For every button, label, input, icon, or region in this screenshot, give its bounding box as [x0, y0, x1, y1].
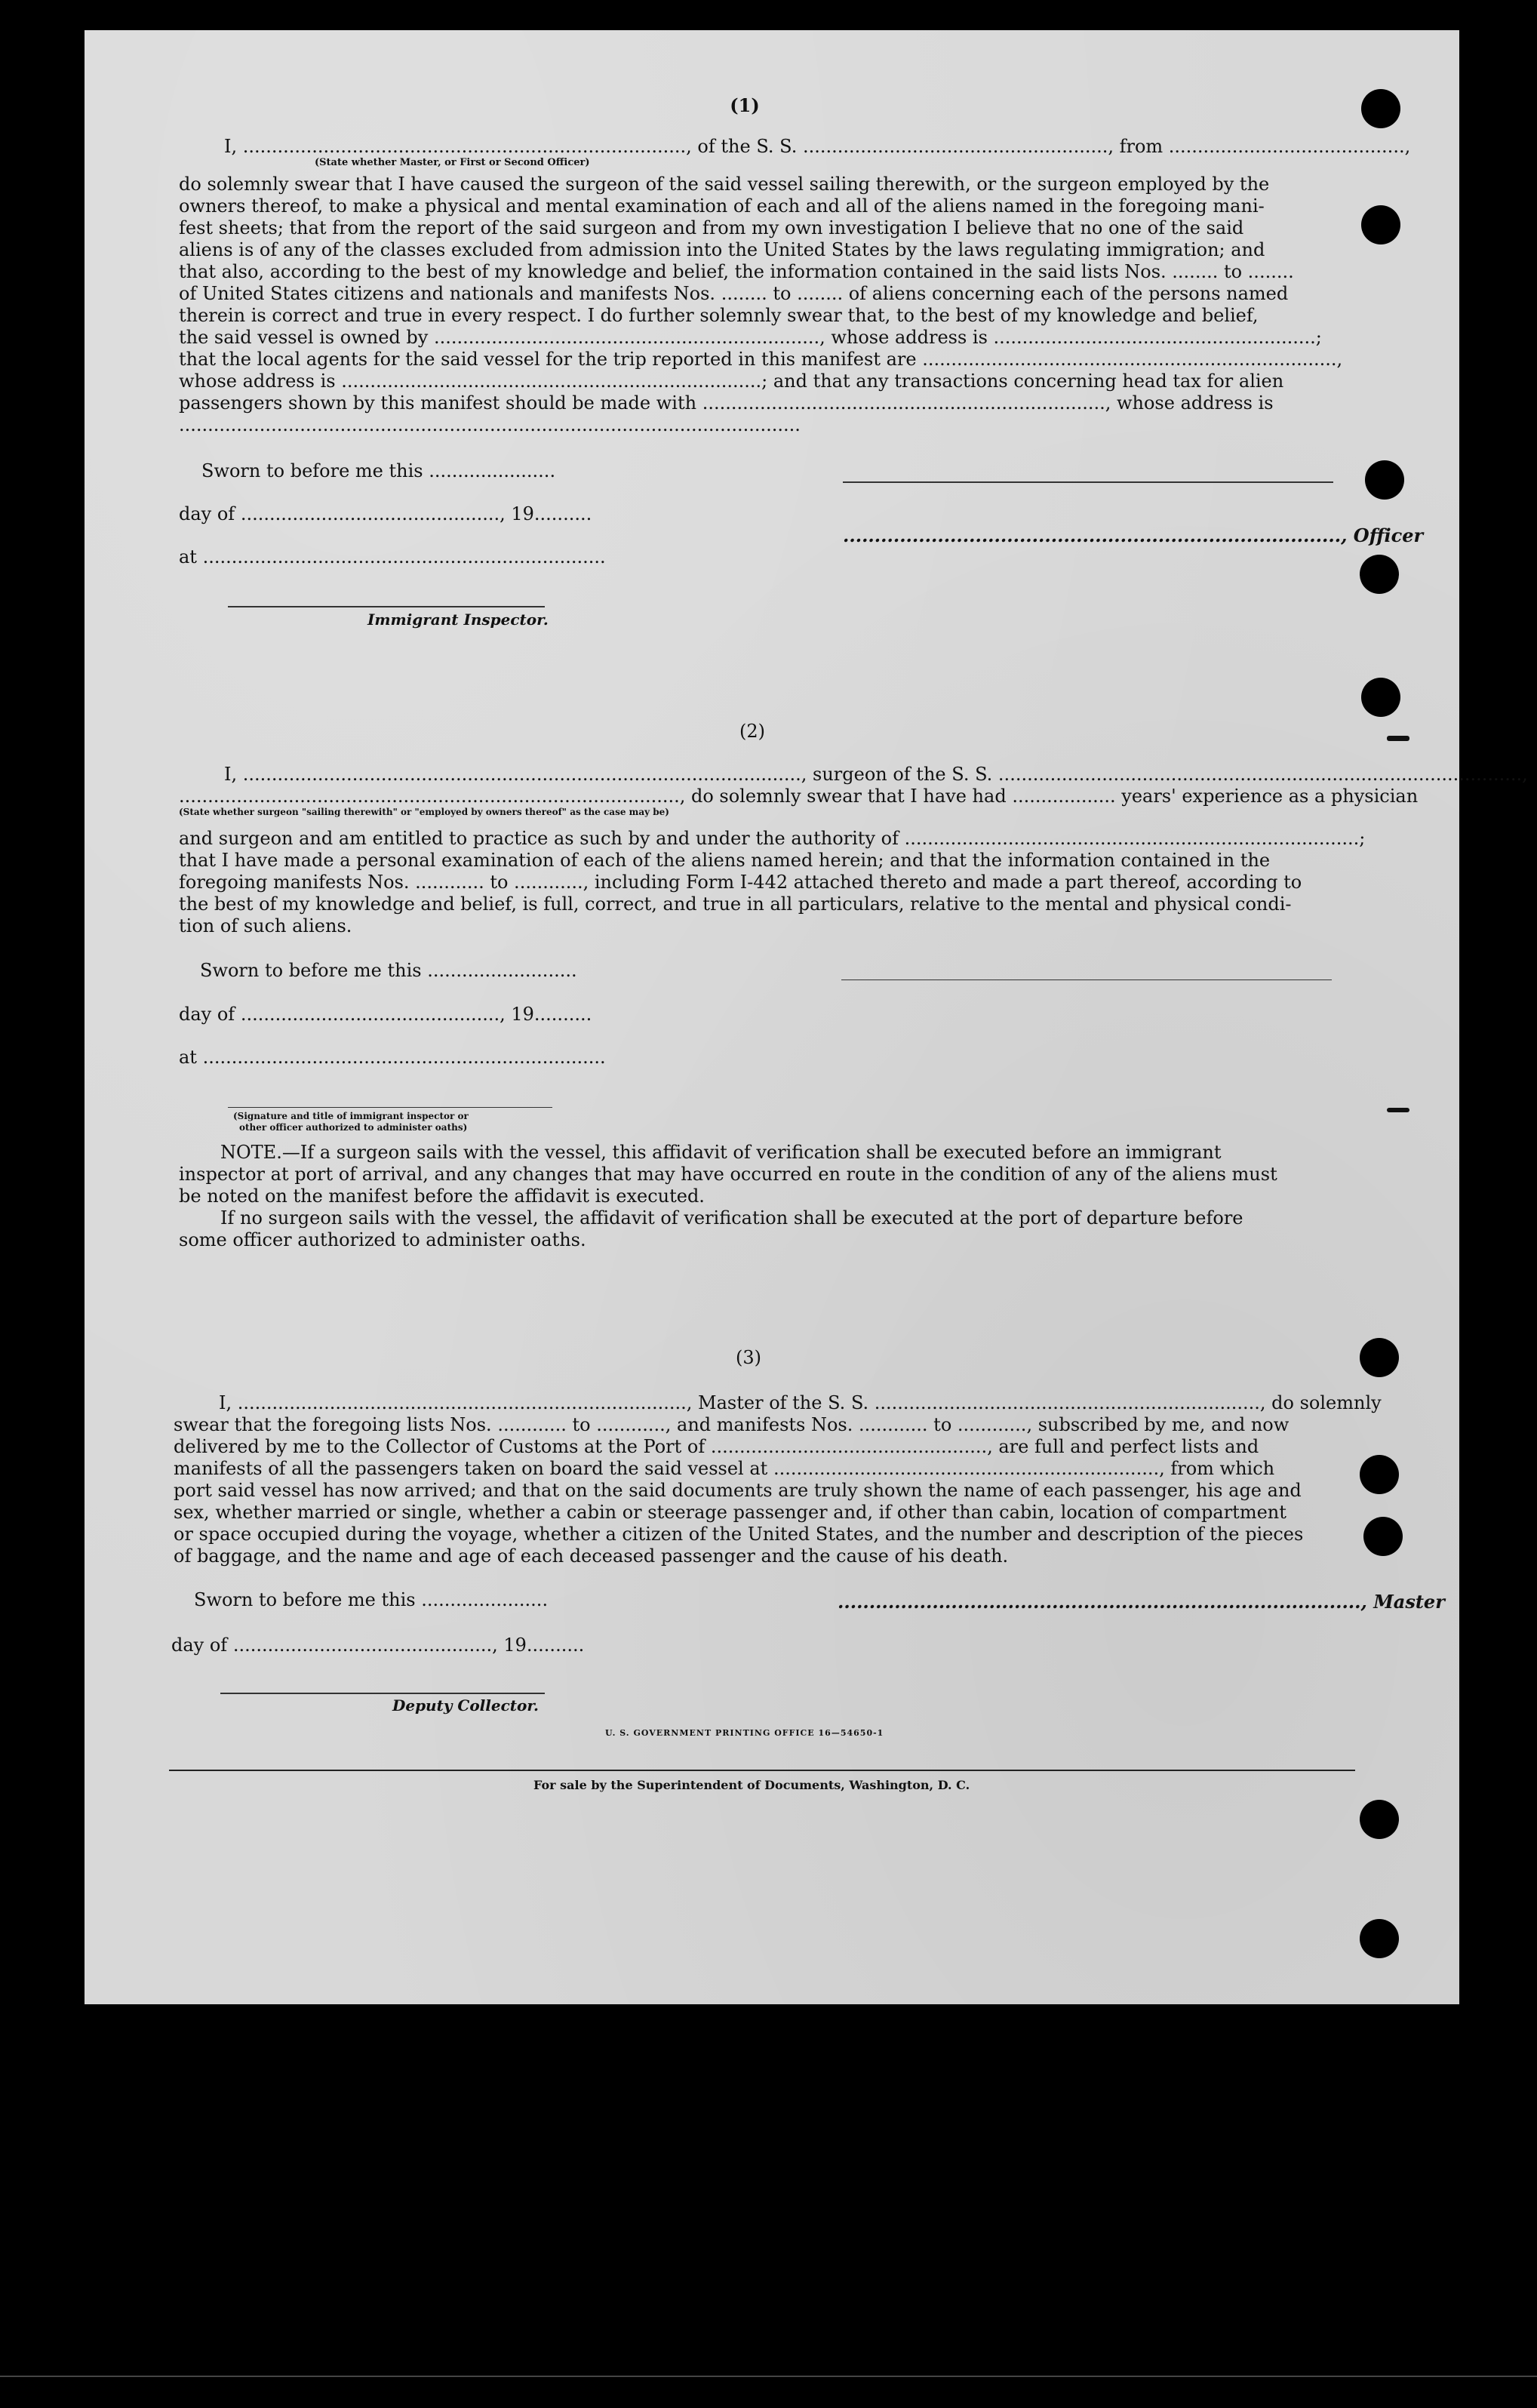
section-1-day: day of ............................................., 19.......... — [179, 503, 592, 524]
section-3-sworn: Sworn to before me this ...................... — [194, 1589, 549, 1610]
section-1-line: do solemnly swear that I have caused the surgeon of the said vessel sailing therewith, or the surgeon employed by the — [179, 174, 1270, 195]
section-3-line: or space occupied during the voyage, whether a citizen of the United States, and the number and description of the pieces — [174, 1524, 1304, 1545]
section-3-day: day of ............................................., 19.......... — [171, 1635, 585, 1656]
section-3-line: delivered by me to the Collector of Customs at the Port of ................................................, are full and perfect lists and — [174, 1436, 1259, 1457]
section-2-day: day of ............................................., 19.......... — [179, 1004, 592, 1025]
section-2-line: foregoing manifests Nos. ............ to ............, including Form I-442 attached thereto and made a part thereof, according to — [179, 872, 1302, 893]
edge-mark — [1387, 1108, 1409, 1112]
master-signature-line: ..................................................................................., Master — [838, 1591, 1445, 1613]
section-1-line: whose address is .........................................................................; and that any transactions concerning head tax for alien — [179, 371, 1284, 392]
section-1-line: owners thereof, to make a physical and mental examination of each and all of the aliens named in the foregoing mani- — [179, 195, 1265, 217]
note-lead: NOTE. — [220, 1142, 282, 1163]
section-2-number: (2) — [739, 721, 765, 742]
section-2-experience-line: ......................................................................................., do solemnly swear that I have had .................. years' experience as a physician — [179, 786, 1419, 807]
section-3-number: (3) — [736, 1347, 761, 1368]
punch-hole — [1360, 1800, 1399, 1839]
punch-hole — [1361, 205, 1400, 244]
section-1-line: the said vessel is owned by ..................................................................., whose address is ........................................................; — [179, 327, 1322, 348]
section-1-line: ............................................................................................................ — [179, 414, 801, 435]
punch-hole — [1361, 678, 1400, 717]
section-2-line: and surgeon and am entitled to practice as such by and under the authority of ...............................................................................; — [179, 828, 1366, 849]
note-line: some officer authorized to administer oaths. — [179, 1229, 586, 1250]
section-2-line: tion of such aliens. — [179, 915, 352, 936]
section-2-line: that I have made a personal examination of each of the aliens named herein; and that the information contained in the — [179, 850, 1271, 871]
inspector-signature-rule — [228, 1107, 552, 1108]
section-3-line: manifests of all the passengers taken on board the said vessel at ..................................................................., from which — [174, 1458, 1275, 1479]
section-3-line: sex, whether married or single, whether a cabin or steerage passenger and, if other than cabin, location of compartment — [174, 1502, 1286, 1523]
signature-caption-2: other officer authorized to administer oaths) — [239, 1122, 468, 1133]
note-text: —If a surgeon sails with the vessel, this affidavit of verification shall be executed before an immigrant — [281, 1142, 1222, 1163]
section-3-line: port said vessel has now arrived; and that on the said documents are truly shown the name of each passenger, his age and — [174, 1480, 1302, 1501]
immigrant-inspector-label: Immigrant Inspector. — [367, 610, 549, 629]
section-2-oath-line: I, ................................................................................................., surgeon of the S. S. ..........................................................................................., — [224, 764, 1528, 785]
signature-caption-1: (Signature and title of immigrant inspector or — [233, 1111, 469, 1121]
note-line: If no surgeon sails with the vessel, the affidavit of verification shall be executed at the port of departure before — [220, 1207, 1243, 1229]
section-1-number: (1) — [730, 94, 760, 116]
section-2-at: at ...................................................................... — [179, 1047, 606, 1068]
manifest-page — [85, 30, 1528, 2004]
section-1-line: that also, according to the best of my knowledge and belief, the information contained in the said lists Nos. ........ to ........ — [179, 261, 1294, 282]
printing-office-imprint: U. S. GOVERNMENT PRINTING OFFICE 16—54650-1 — [605, 1728, 884, 1738]
section-1-line: passengers shown by this manifest should be made with ......................................................................, whose address is — [179, 392, 1274, 414]
section-1-line: therein is correct and true in every respect. I do further solemnly swear that, to the best of my knowledge and belief, — [179, 305, 1259, 326]
section-2-line: the best of my knowledge and belief, is full, correct, and true in all particulars, relative to the mental and physical condi- — [179, 893, 1292, 915]
edge-mark — [1387, 736, 1409, 741]
section-1-line: of United States citizens and nationals and manifests Nos. ........ to ........ of aliens concerning each of the persons named — [179, 283, 1289, 304]
surgeon-caption: (State whether surgeon "sailing therewith" or "employed by owners thereof" as the case may be) — [179, 807, 669, 817]
section-1-oath-line: I, ............................................................................., of the S. S. ....................................................., from ........................................., — [224, 136, 1411, 157]
scan-line — [0, 2376, 1537, 2377]
section-3-line: of baggage, and the name and age of each deceased passenger and the cause of his death. — [174, 1545, 1009, 1567]
footer-rule — [169, 1770, 1355, 1771]
surgeon-signature-rule — [841, 979, 1332, 980]
section-1-line: aliens is of any of the classes excluded from admission into the United States by the laws regulating immigration; and — [179, 239, 1265, 260]
punch-hole — [1365, 460, 1404, 500]
punch-hole — [1360, 555, 1399, 594]
section-3-line: swear that the foregoing lists Nos. ............ to ............, and manifests Nos. ............ to ............, subscribed by me, and now — [174, 1414, 1290, 1435]
officer-caption: (State whether Master, or First or Second Officer) — [315, 157, 590, 168]
punch-hole — [1360, 1919, 1399, 1958]
note-line: inspector at port of arrival, and any changes that may have occurred en route in the condition of any of the aliens must — [179, 1164, 1277, 1185]
section-3-line: I, .............................................................................., Master of the S. S. ..................................................................., do solemnly — [219, 1392, 1382, 1413]
note-line: be noted on the manifest before the affidavit is executed. — [179, 1186, 705, 1207]
punch-hole — [1360, 1338, 1399, 1377]
section-1-at: at ...................................................................... — [179, 546, 606, 567]
section-1-line: that the local agents for the said vessel for the trip reported in this manifest are ........................................................................, — [179, 349, 1343, 370]
for-sale-notice: For sale by the Superintendent of Documents, Washington, D. C. — [533, 1778, 970, 1792]
section-2-sworn: Sworn to before me this .......................... — [200, 960, 577, 981]
punch-hole — [1361, 89, 1400, 128]
collector-rule — [220, 1693, 545, 1694]
officer-signature-line: ..............................................................................., Officer — [843, 524, 1424, 546]
deputy-collector-label: Deputy Collector. — [392, 1696, 539, 1715]
note-line — [220, 1142, 1222, 1164]
signature-rule — [843, 481, 1333, 483]
punch-hole — [1363, 1517, 1403, 1556]
section-1-line: fest sheets; that from the report of the said surgeon and from my own investigation I believe that no one of the said — [179, 217, 1244, 238]
inspector-rule — [228, 606, 545, 607]
section-1-sworn: Sworn to before me this ...................... — [201, 460, 556, 481]
punch-hole — [1360, 1455, 1399, 1494]
